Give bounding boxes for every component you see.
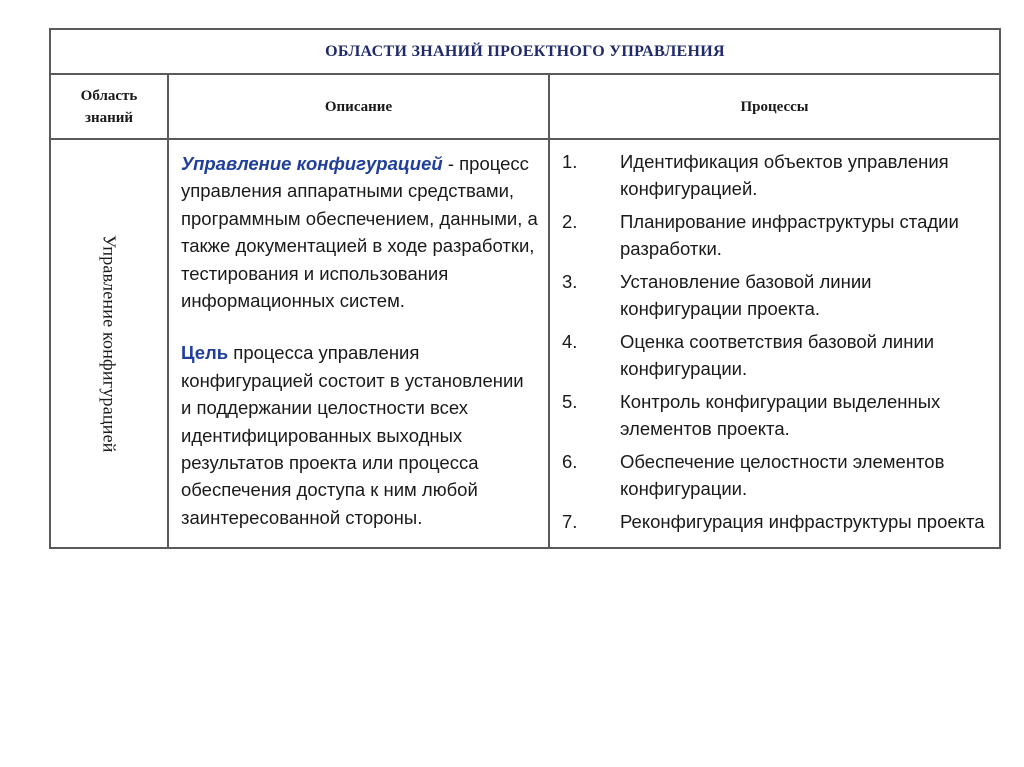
list-item bbox=[562, 268, 991, 322]
item-text: Планирование инфраструктуры стадии разработки. bbox=[620, 211, 959, 259]
item-text: Идентификация объектов управления конфигурацией. bbox=[620, 151, 949, 199]
list-item bbox=[562, 448, 991, 502]
item-text: Контроль конфигурации выделенных элементов проекта. bbox=[620, 391, 941, 439]
title-row bbox=[50, 29, 1000, 74]
item-text: Реконфигурация инфраструктуры проекта bbox=[620, 511, 985, 532]
content-row bbox=[50, 139, 1000, 548]
header-processes: Процессы bbox=[549, 74, 1000, 139]
list-item bbox=[562, 208, 991, 262]
item-number: 6. bbox=[562, 451, 578, 472]
item-number: 5. bbox=[562, 391, 578, 412]
item-text: Установление базовой линии конфигурации проекта. bbox=[620, 271, 872, 319]
item-text: Оценка соответствия базовой линии конфигурации. bbox=[620, 331, 935, 379]
list-item bbox=[562, 508, 991, 535]
term-highlight: Управление конфигурацией bbox=[181, 153, 443, 174]
list-item bbox=[562, 148, 991, 202]
knowledge-areas-table bbox=[49, 28, 1001, 549]
area-label: Управление конфигурацией bbox=[99, 234, 120, 453]
table-title: ОБЛАСТИ ЗНАНИЙ ПРОЕКТНОГО УПРАВЛЕНИЯ bbox=[50, 29, 1000, 74]
goal-highlight: Цель bbox=[181, 342, 229, 364]
item-number: 4. bbox=[562, 331, 578, 352]
definition-text: - процесс управления аппаратными средствами, программным обеспечением, данными, а также документацией в ходе разработки, тестирования и использования информационных систем. bbox=[181, 153, 538, 312]
processes-list bbox=[562, 148, 991, 535]
goal-text: процесса управления конфигурацией состоит в установлении и поддержании целостности всех идентифицированных выходных результатов проекта или процесса обеспечения доступа к ним любой заинтересованной стороны. bbox=[181, 342, 524, 528]
item-number: 7. bbox=[562, 511, 578, 532]
item-number: 2. bbox=[562, 211, 578, 232]
definition-paragraph bbox=[181, 150, 538, 314]
list-item bbox=[562, 328, 991, 382]
item-number: 3. bbox=[562, 271, 578, 292]
header-row bbox=[50, 74, 1000, 139]
goal-paragraph bbox=[181, 339, 538, 531]
area-cell bbox=[50, 139, 168, 548]
item-number: 1. bbox=[562, 151, 578, 172]
header-area: Область знаний bbox=[50, 74, 168, 139]
header-description: Описание bbox=[168, 74, 549, 139]
description-cell bbox=[168, 139, 549, 548]
item-text: Обеспечение целостности элементов конфигурации. bbox=[620, 451, 945, 499]
processes-cell bbox=[549, 139, 1000, 548]
list-item bbox=[562, 388, 991, 442]
